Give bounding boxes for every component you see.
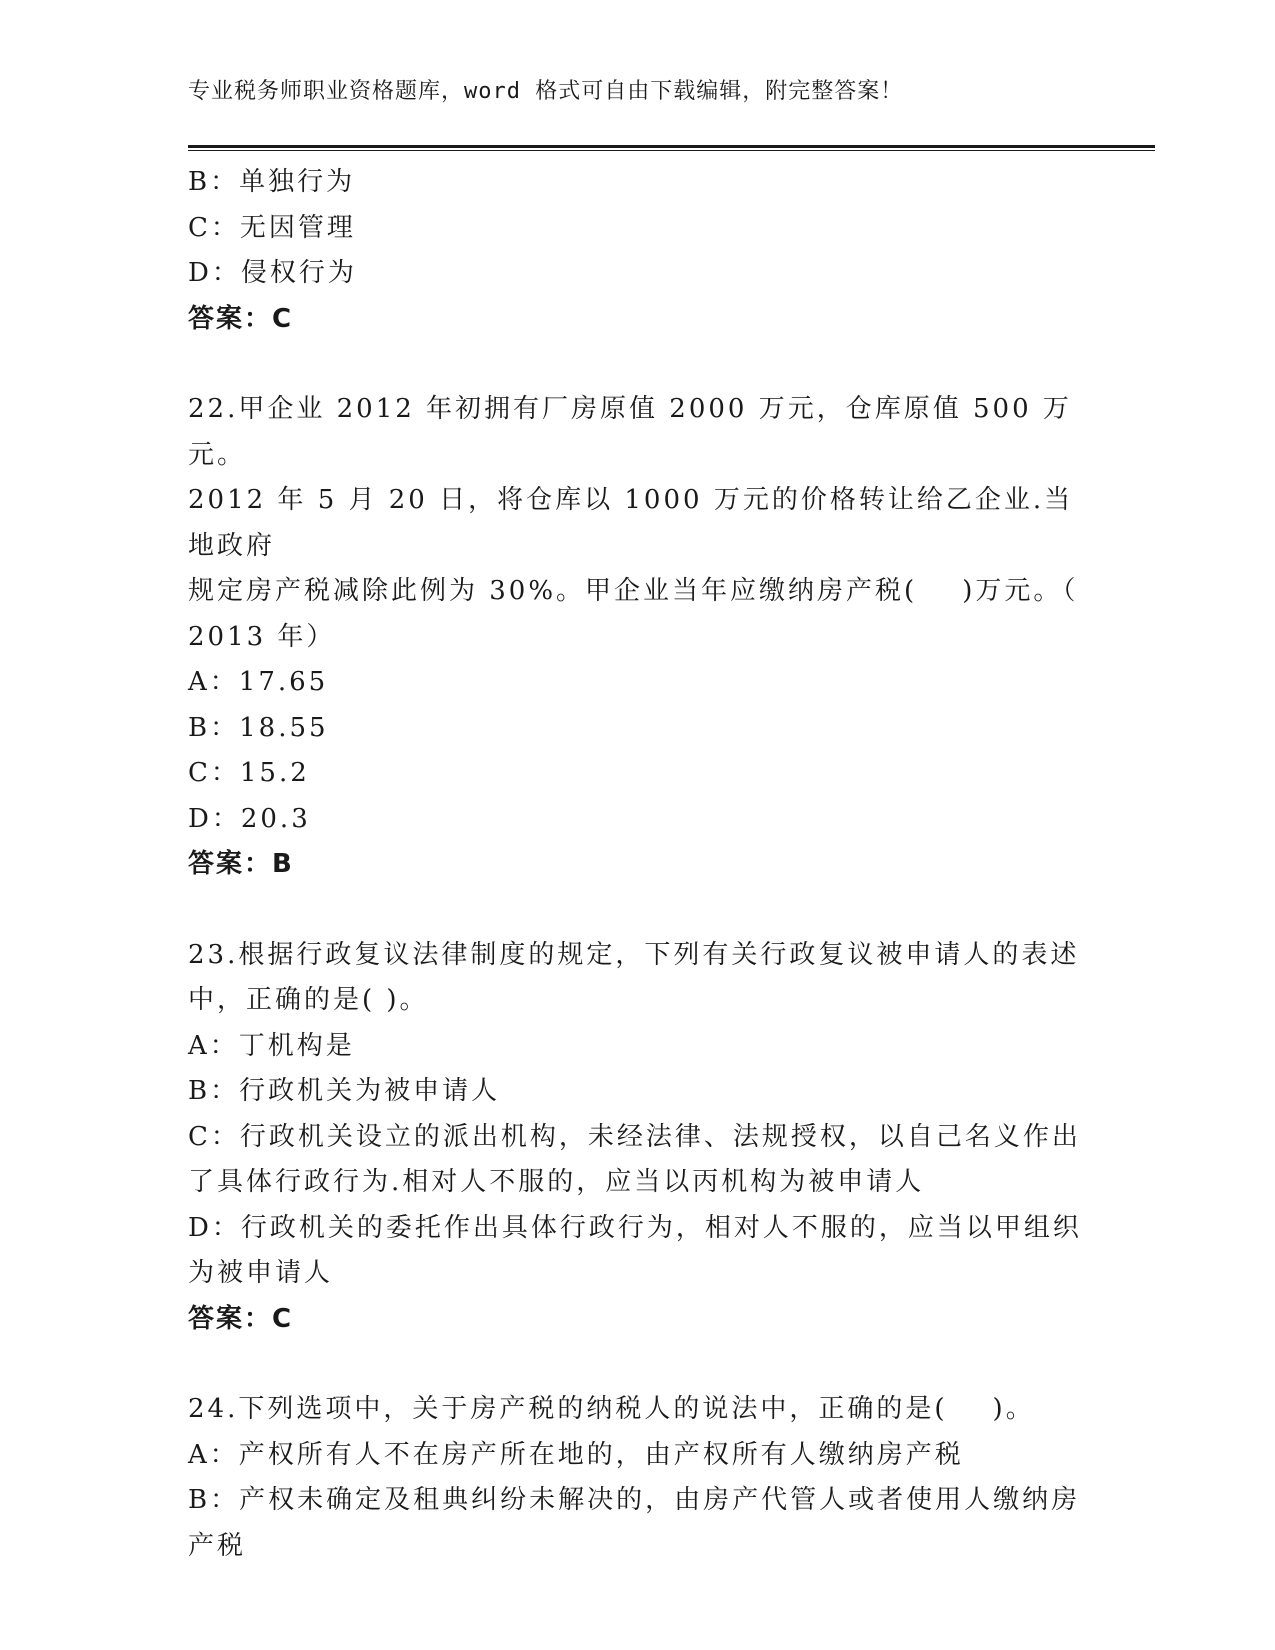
option-d: D：行政机关的委托作出具体行政行为，相对人不服的，应当以甲组织 — [188, 1212, 1082, 1243]
option-a: A：17.65 — [188, 667, 329, 697]
option-b-continued: 产税 — [188, 1530, 247, 1561]
option-c-continued: 了具体行政行为.相对人不服的，应当以丙机构为被申请人 — [188, 1167, 925, 1197]
header-note: 专业税务师职业资格题库，word 格式可自由下载编辑，附完整答案！ — [188, 79, 904, 104]
question-stem-line: 中，正确的是( )。 — [188, 985, 429, 1015]
question-stem-line: 22.甲企业 2012 年初拥有厂房原值 2000 万元，仓库原值 500 万元。 — [188, 394, 1072, 470]
answer: 答案：B — [188, 849, 294, 879]
question-stem-line: 24.下列选项中，关于房产税的纳税人的说法中，正确的是( )。 — [188, 1394, 1035, 1424]
option-b: B：单独行为 — [188, 167, 356, 197]
option-c: C：无因管理 — [188, 212, 356, 243]
question-22 — [188, 387, 1088, 888]
option-b: B：18.55 — [188, 712, 329, 743]
question-23 — [188, 933, 1088, 1343]
option-d: D：侵权行为 — [188, 258, 357, 288]
option-c: C：行政机关设立的派出机构，未经法律、法规授权，以自己名义作出 — [188, 1121, 1081, 1152]
question-stem-line: 2012 年 5 月 20 日，将仓库以 1000 万元的价格转让给乙企业.当地政府 — [188, 485, 1074, 561]
question-stem-line: 23.根据行政复议法律制度的规定，下列有关行政复议被申请人的表述 — [188, 939, 1080, 970]
question-21-tail — [188, 160, 1088, 342]
answer: 答案：C — [188, 1303, 294, 1334]
option-a: A：产权所有人不在房产所在地的，由产权所有人缴纳房产税 — [188, 1439, 964, 1470]
option-b: B：产权未确定及租典纠纷未解决的，由房产代管人或者使用人缴纳房 — [188, 1485, 1081, 1515]
document-content — [188, 160, 1088, 1569]
option-d: D：20.3 — [188, 803, 311, 834]
header-rule-thin — [188, 150, 1155, 151]
answer: 答案：C — [188, 303, 294, 334]
option-d-continued: 为被申请人 — [188, 1258, 334, 1288]
question-stem-line: 2013 年） — [188, 621, 336, 652]
option-c: C：15.2 — [188, 758, 310, 788]
option-b: B：行政机关为被申请人 — [188, 1076, 501, 1106]
option-a: A：丁机构是 — [188, 1030, 355, 1061]
question-stem-line: 规定房产税减除此例为 30%。甲企业当年应缴纳房产税( )万元。（ — [188, 576, 1079, 606]
header-rule-thick — [188, 145, 1155, 148]
question-24 — [188, 1387, 1088, 1569]
